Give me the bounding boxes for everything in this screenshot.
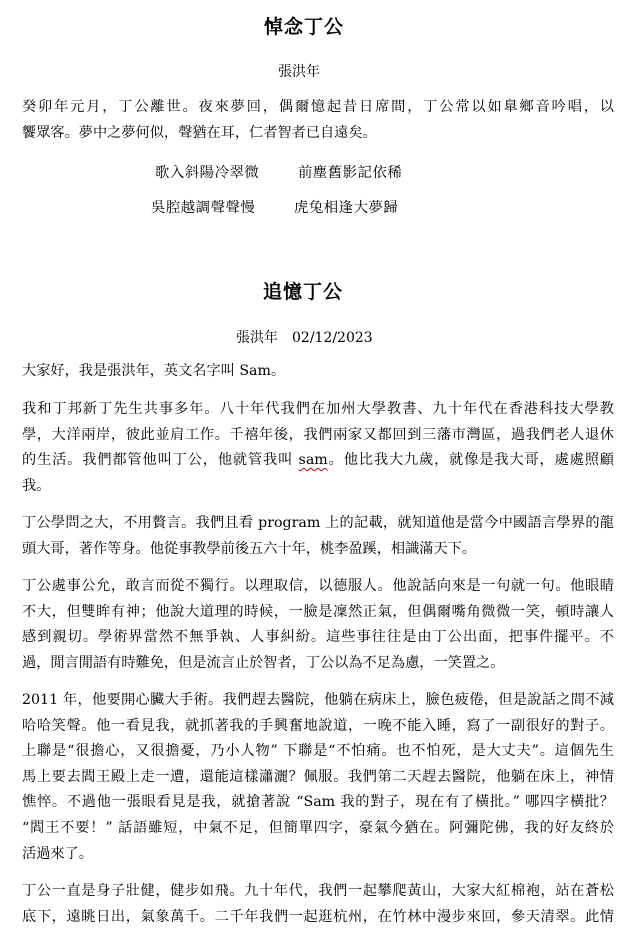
text-line — [22, 448, 614, 474]
text-line: 底下，遠眺日出，氣象萬千。二千年我們一起逛杭州，在竹林中漫步來回，參天清翠。此情 — [22, 908, 614, 925]
text-line: 活過來了。 — [22, 845, 93, 862]
paragraph-5 — [22, 688, 614, 867]
text-segment: 。他比我大九歲，就像是我大哥，處處照顧 — [327, 452, 614, 469]
text-line: 2011 年，他要開心臟大手術。我們趕去醫院，他躺在病床上，臉色疲倦，但是說話之間不減 — [22, 692, 614, 708]
text-line — [22, 423, 614, 449]
text-line: 過，閒言閒語有時難免，但是流言止於智者，丁公以為不足為慮，一笑置之。 — [22, 654, 505, 671]
text-line: 哈哈笑聲。他一看見我，就抓著我的手興奮地說道，一晚不能入睡，寫了一副很好的對子。 — [22, 717, 614, 734]
text-line: 上聯是“很擔心，又很擔憂，乃小人物” 下聯是“不怕痛。也不怕死，是大丈夫”。這個先生 — [22, 743, 614, 760]
text-line: 大家好，我是張洪年，英文名字叫 Sam。 — [22, 363, 286, 379]
text-line: 不大，但雙眸有神；他說大道理的時候，一臉是凜然正氣，但偶爾嘴角微微一笑，頓時讓人 — [22, 603, 614, 620]
poem-title: 悼念丁公 — [264, 16, 345, 38]
text-line: 饗眾客。夢中之夢何似，聲猶在耳，仁者智者已自遠矣。 — [22, 124, 377, 141]
text-line: 感到親切。學術界當然不無爭執、人事糾紛。這些事往往是由丁公出面，把事件擺平。不 — [22, 629, 614, 646]
text-line: 頭大哥，著作等身。他從事教學前後五六十年，桃李盈蹊，相識滿天下。 — [22, 540, 477, 557]
text-line: 丁公處事公允，敢言而從不獨行。以理取信，以德服人。他說話向來是一句就一句。他眼睛 — [22, 578, 614, 594]
spellcheck-word: sam — [298, 452, 328, 469]
poem-preface — [22, 95, 614, 146]
couplet-1-left: 歌入斜陽冷翠微 — [155, 165, 260, 181]
text-line: 我和丁邦新丁先生共事多年。八十年代我們在加州大學教書、九十年代在香港科技大學教 — [22, 401, 614, 417]
eulogy-title: 追憶丁公 — [263, 281, 344, 303]
text-line: “閻王不要！” 話語雖短，中氣不足，但簡單四字，豪氣今猶在。阿彌陀佛，我的好友終於 — [22, 819, 614, 836]
text-line: 我。 — [22, 477, 51, 494]
text-line: 丁公學問之大，不用贅言。我們且看 program 上的記載，就知道他是當今中國語言學界的龍 — [22, 515, 614, 531]
couplet-1-right: 前塵舊影記依稀 — [298, 165, 403, 181]
couplet-2-right: 虎兔相逢大夢歸 — [294, 200, 399, 216]
poem-author: 張洪年 — [278, 64, 320, 80]
text-line: 丁公一直是身子壯健，健步如飛。九十年代，我們一起攀爬黃山，大家大紅棉袍，站在蒼松 — [22, 883, 614, 899]
text-line: 癸卯年元月，丁公離世。夜來夢回，偶爾憶起昔日席間，丁公常以如臯鄉音吟唱，以 — [22, 99, 614, 115]
paragraph-1 — [22, 359, 614, 385]
couplet-2-left: 吳腔越調聲聲慢 — [151, 200, 256, 216]
eulogy-author-date: 張洪年 02/12/2023 — [236, 330, 373, 346]
paragraph-6 — [22, 879, 614, 930]
text-line: 馬上要去閻王殿上走一遭，還能這樣瀟灑？佩服。我們第二天趕去醫院，他躺在床上，神情 — [22, 768, 614, 785]
text-line: 憔悴。不過他一張眼看見是我，就搶著說 “Sam 我的對子，現在有了橫批。” 哪四字橫批？ — [22, 794, 614, 811]
text-segment: 的生活。我們都管他叫丁公，他就管我叫 — [22, 452, 294, 469]
paragraph-3 — [22, 511, 614, 562]
text-segment: 學，大洋兩岸，彼此並肩工作。千禧年後，我們兩家又都回到三藩市灣區，過我們老人退休 — [22, 426, 614, 443]
paragraph-4 — [22, 574, 614, 676]
paragraph-2 — [22, 397, 614, 499]
